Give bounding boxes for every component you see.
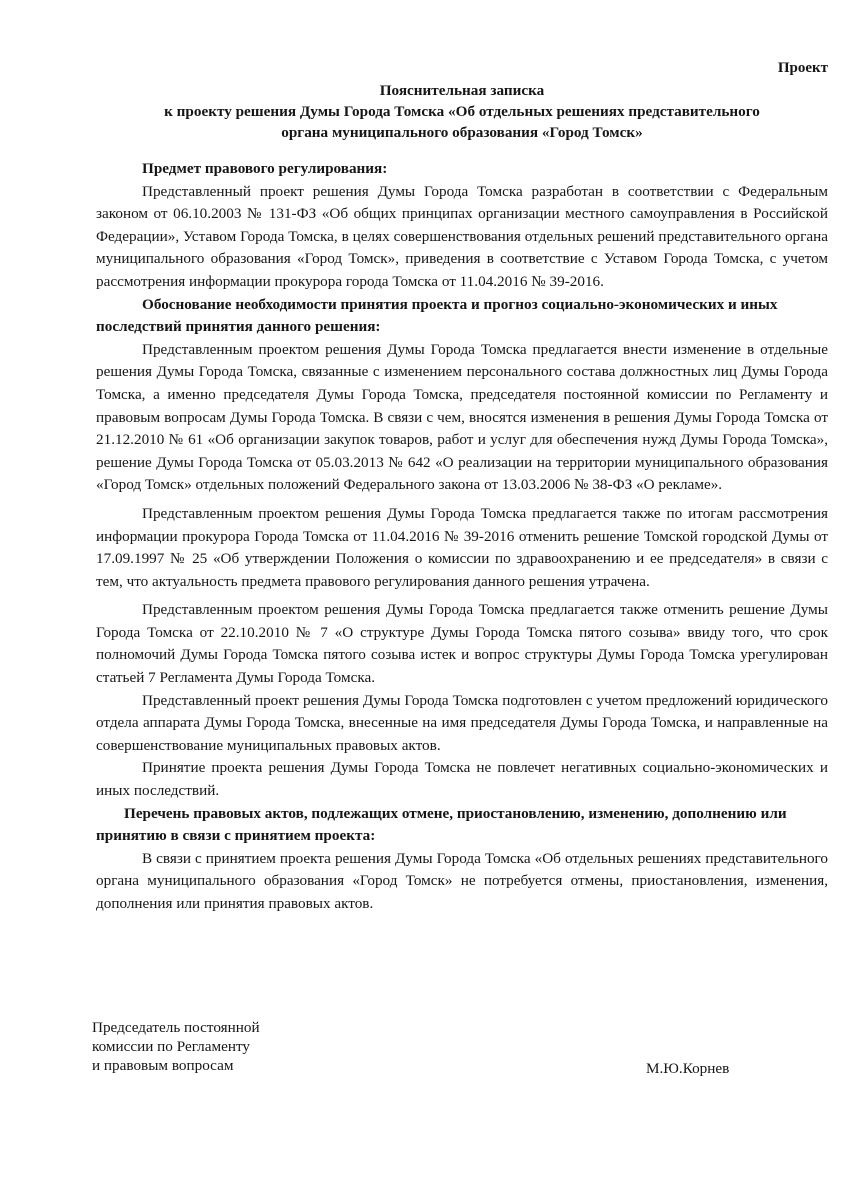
justification-paragraph-2: Представленным проектом решения Думы Города Томска предлагается также по итогам рассмотрения информации прокурора Города Томска от 11.04.2016 № 39-2016 отменить решение Томской городской Думы от 17.09.1997 № 25 «Об утверждении Положения о комиссии по здравоохранению и ее председателя» в связи с тем, что актуальность предмета правового регулирования данного решения утрачена. — [96, 504, 828, 590]
subject-heading: Предмет правового регулирования: — [142, 160, 388, 177]
justification-paragraph-5: Принятие проекта решения Думы Города Томска не повлечет негативных социально-экономических и иных последствий. — [96, 759, 828, 800]
document-body — [96, 158, 828, 916]
signature-position-line-1: Председатель постоянной — [92, 1019, 260, 1036]
title-line-3: органа муниципального образования «Город Томск» — [281, 124, 643, 141]
title-line-1: Пояснительная записка — [379, 82, 545, 99]
draft-stamp: Проект — [777, 60, 828, 76]
justification-paragraph-1: Представленным проектом решения Думы Города Томска предлагается внести изменение в отдельные решения Думы Города Томска, связанные с изменением персонального состава должностных лиц Думы Города Томска, а именно председателя Думы Города Томска, председателя постоянной комиссии по Регламенту и правовым вопросам Думы Города Томска. В связи с чем, вносятся изменения в решения Думы Города Томска от 21.12.2010 № 61 «Об организации закупок товаров, работ и услуг для обеспечения нужд Думы Города Томска», решение Думы Города Томска от 05.03.2013 № 642 «О реализации на территории муниципального образования «Город Томск» отдельных положений Федерального закона от 13.03.2006 № 38-ФЗ «О рекламе». — [96, 340, 828, 494]
list-paragraph: В связи с принятием проекта решения Думы Города Томска «Об отдельных решениях представительного органа муниципального образования «Город Томск» не потребуется отмены, приостановления, изменения, дополнения или принятия правовых актов. — [96, 849, 828, 912]
signatory-name: М.Ю.Корнев — [646, 1060, 730, 1077]
signature-position-line-2: комиссии по Регламенту — [92, 1038, 250, 1055]
document-title — [96, 80, 828, 143]
title-line-2: к проекту решения Думы Города Томска «Об отдельных решениях представительного — [164, 103, 760, 120]
subject-paragraph: Представленный проект решения Думы Города Томска разработан в соответствии с Федеральным законом от 06.10.2003 № 131-ФЗ «Об общих принципах организации местного самоуправления в Российской Федерации», Уставом Города Томска, в целях совершенствования отдельных решений представительного органа муниципального образования «Город Томск», приведения в соответствие с Уставом Города Томска, с учетом рассмотрения информации прокурора города Томска от 11.04.2016 № 39-2016. — [96, 182, 828, 290]
justification-paragraph-4: Представленный проект решения Думы Города Томска подготовлен с учетом предложений юридического отдела аппарата Думы Города Томска, внесенные на имя председателя Думы Города Томска, и направленные на совершенствование муниципальных правовых актов. — [96, 691, 828, 754]
signature-position-line-3: и правовым вопросам — [92, 1057, 234, 1074]
justification-paragraph-3: Представленным проектом решения Думы Города Томска предлагается также отменить решение Думы Города Томска от 22.10.2010 № 7 «О структуре Думы Города Томска пятого созыва» ввиду того, что срок полномочий Думы Города Томска пятого созыва истек и вопрос структуры Думы Города Томска урегулирован статьей 7 Регламента Думы Города Томска. — [96, 601, 828, 687]
justification-heading: Обоснование необходимости принятия проекта и прогноз социально-экономических и иных последствий принятия данного решения: — [96, 295, 778, 336]
signature-position — [92, 1018, 260, 1075]
list-heading: Перечень правовых актов, подлежащих отмене, приостановлению, изменению, дополнению или принятию в связи с принятием проекта: — [96, 804, 787, 845]
